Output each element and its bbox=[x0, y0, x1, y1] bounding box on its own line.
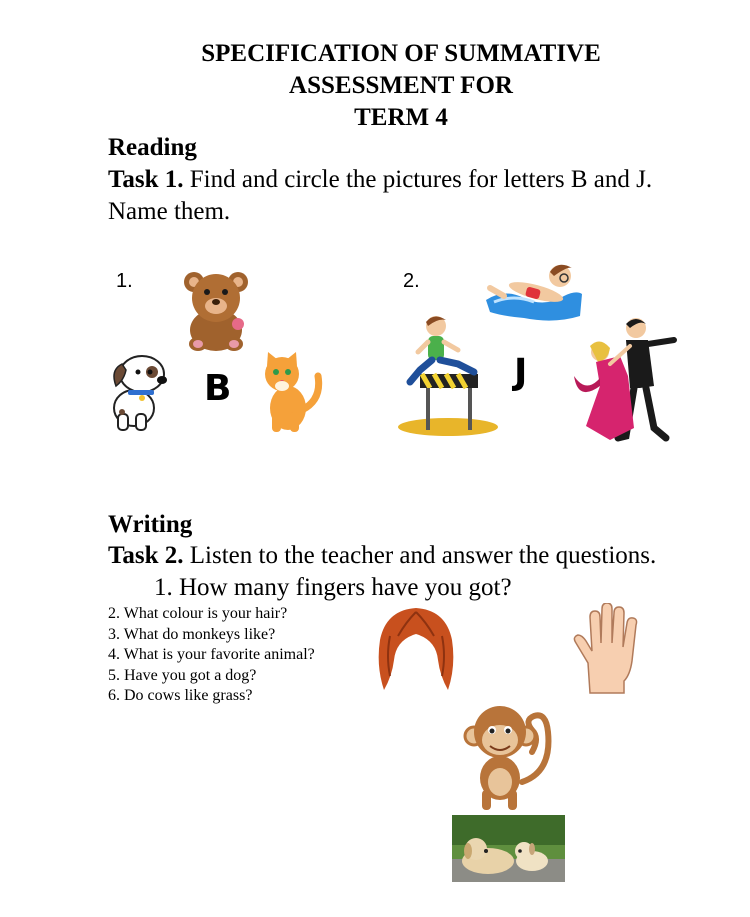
task1-text-cont: Name them. bbox=[108, 198, 231, 225]
first-question: 1. How many fingers have you got? bbox=[154, 574, 512, 601]
task1-line bbox=[108, 164, 652, 196]
group1-label: 1. bbox=[116, 270, 133, 292]
task1-label: Task 1. bbox=[108, 166, 184, 193]
title-line-1: SPECIFICATION OF SUMMATIVE bbox=[201, 40, 601, 67]
list-item: 2. What colour is your hair? bbox=[108, 605, 288, 622]
questions-list bbox=[108, 604, 315, 707]
writing-heading: Writing bbox=[108, 511, 193, 538]
list-item: 6. Do cows like grass? bbox=[108, 687, 253, 704]
letter-j: J bbox=[514, 352, 528, 393]
task1-text: Find and circle the pictures for letters B and J. bbox=[183, 166, 653, 193]
reading-heading: Reading bbox=[108, 134, 197, 161]
dogs-photo-icon bbox=[452, 815, 565, 882]
list-item: 3. What do monkeys like? bbox=[108, 625, 276, 643]
page-title bbox=[100, 38, 702, 134]
letter-b: B bbox=[204, 368, 232, 409]
task2-label: Task 2. bbox=[108, 542, 184, 569]
title-line-3: TERM 4 bbox=[354, 104, 448, 131]
dancers-icon bbox=[570, 316, 680, 444]
group2-label: 2. bbox=[403, 270, 420, 292]
list-item: 4. What is your favorite animal? bbox=[108, 646, 315, 663]
hurdle-jumper-icon bbox=[396, 310, 500, 438]
hand-icon bbox=[570, 603, 644, 695]
monkey-icon bbox=[462, 702, 556, 812]
list-item: 5. Have you got a dog? bbox=[108, 666, 257, 684]
red-hair-icon bbox=[376, 606, 456, 696]
title-line-2: ASSESSMENT FOR bbox=[289, 72, 513, 99]
cat-icon bbox=[256, 350, 326, 434]
task2-line bbox=[108, 540, 656, 572]
dog-icon bbox=[108, 350, 172, 434]
teddy-bear-icon bbox=[180, 268, 252, 352]
task2-text: Listen to the teacher and answer the questions. bbox=[183, 542, 657, 569]
